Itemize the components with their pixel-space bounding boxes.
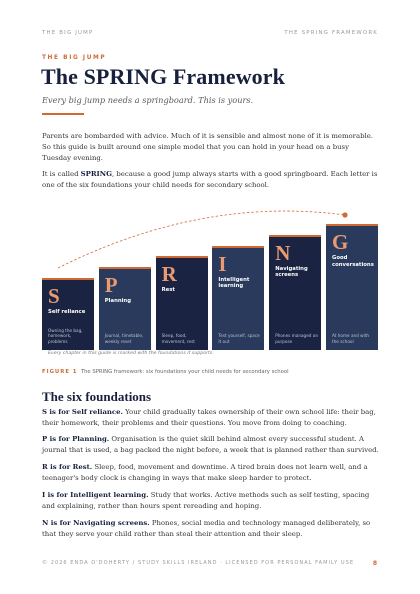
intro-p2-before: It is called <box>42 170 81 178</box>
spring-bar-g <box>326 224 378 350</box>
bar-label: Good conversations <box>332 255 374 268</box>
bar-label: Intelligent learning <box>218 276 250 290</box>
bar-description: Journal, timetable, weekly reset <box>104 333 144 344</box>
foundation-s <box>42 407 380 429</box>
intro-paragraph-2 <box>42 169 380 191</box>
bar-label: Planning <box>104 298 131 305</box>
spring-bar-i <box>212 246 264 350</box>
bar-letter: G <box>332 230 349 254</box>
bar-description: Owning the bag, homework, problems <box>48 327 83 344</box>
intro-p2-after: , because a good jump always starts with a good springboard. Each letter is one of the six foundations your child needs for secondary school. <box>42 170 378 190</box>
spring-chart <box>42 208 378 356</box>
page-subtitle: Every big jump needs a springboard. This is yours. <box>42 95 254 105</box>
running-header-left: THE BIG JUMP <box>42 30 94 36</box>
bar-description: Test yourself, space it out <box>218 333 260 344</box>
spring-arc-end-dot <box>342 212 347 217</box>
footer-copyright: © 2026 ENDA O'DOHERTY / STUDY SKILLS IRELAND · LICENSED FOR PERSONAL FAMILY USE <box>42 560 355 566</box>
bar-label: Navigating screens <box>275 265 308 279</box>
intro-p2-bold: SPRING <box>80 170 112 178</box>
foundation-text: Sleep, food, movement and downtime. A tired brain does not learn well, and a teenager's body clock is changing in ways that make sleep harder to protect. <box>42 463 368 483</box>
page-number: 8 <box>372 560 378 567</box>
bar-letter: R <box>161 262 177 287</box>
bar-description: At home and with the school <box>332 333 370 344</box>
bar-label: Self reliance <box>48 309 86 315</box>
spring-bar-p <box>99 267 151 350</box>
bar-description: Phones managed on purpose <box>275 333 318 344</box>
foundation-p <box>42 434 380 456</box>
running-header-right: THE SPRING FRAMEWORK <box>284 30 378 36</box>
foundation-text: Your child gradually takes ownership of their own school life: their bag, their homework, their problems and their questions. You move from doing to coaching. <box>42 408 376 428</box>
spring-bar-r <box>156 256 208 350</box>
spring-bar-s <box>42 278 94 350</box>
intro-paragraph-1: Parents are bombarded with advice. Much of it is sensible and almost none of it is memorable. So this guide is built around one simple model that you can hold in your head on a busy Tuesday evening. <box>42 132 373 163</box>
bar-accent-cap <box>42 278 94 280</box>
bar-description: Sleep, food, movement, rest <box>161 333 195 344</box>
foundation-term: R is for Rest. <box>42 463 93 471</box>
page-title: The SPRING Framework <box>41 64 285 89</box>
figure-label: FIGURE 1 <box>42 369 78 375</box>
bar-letter: S <box>48 284 60 308</box>
foundation-r <box>42 462 380 484</box>
figure-text: The SPRING framework: six foundations your child needs for secondary school <box>80 369 289 375</box>
foundation-text: Study that works. Active methods such as self testing, spacing and explaining, rather than hours spent rereading and hoping. <box>42 491 370 511</box>
foundation-text: Phones, social media and technology managed deliberately, so that they serve your child rather than steal their attention and their sleep. <box>42 519 371 539</box>
page-footer <box>42 560 378 567</box>
foundation-term: P is for Planning. <box>42 435 110 443</box>
foundation-term: I is for Intelligent learning. <box>42 491 149 499</box>
section-title: The six foundations <box>42 389 152 404</box>
bar-accent-cap <box>212 246 264 248</box>
bar-letter: I <box>218 251 227 276</box>
foundation-i <box>42 490 380 512</box>
bar-accent-cap <box>326 224 378 226</box>
foundation-text: Organisation is the quiet skill behind almost every successful student. A journal that is used, a bag packed the night before, a week that is planned rather than survived. <box>42 435 379 455</box>
bar-accent-cap <box>269 235 321 237</box>
chart-note: Every chapter in this guide is marked with the foundations it supports. <box>48 351 214 356</box>
section-kicker: THE BIG JUMP <box>42 55 107 61</box>
bar-letter: P <box>104 273 118 298</box>
bar-accent-cap <box>156 256 208 258</box>
foundation-n <box>42 518 380 540</box>
figure-caption <box>42 369 289 375</box>
spring-bar-n <box>269 235 321 350</box>
title-rule <box>42 113 84 115</box>
bar-label: Rest <box>161 287 175 294</box>
foundation-term: N is for Navigating screens. <box>42 519 150 527</box>
running-header <box>42 30 378 36</box>
foundation-term: S is for Self reliance. <box>42 408 123 416</box>
bar-letter: N <box>275 240 291 265</box>
bar-accent-cap <box>99 267 151 269</box>
